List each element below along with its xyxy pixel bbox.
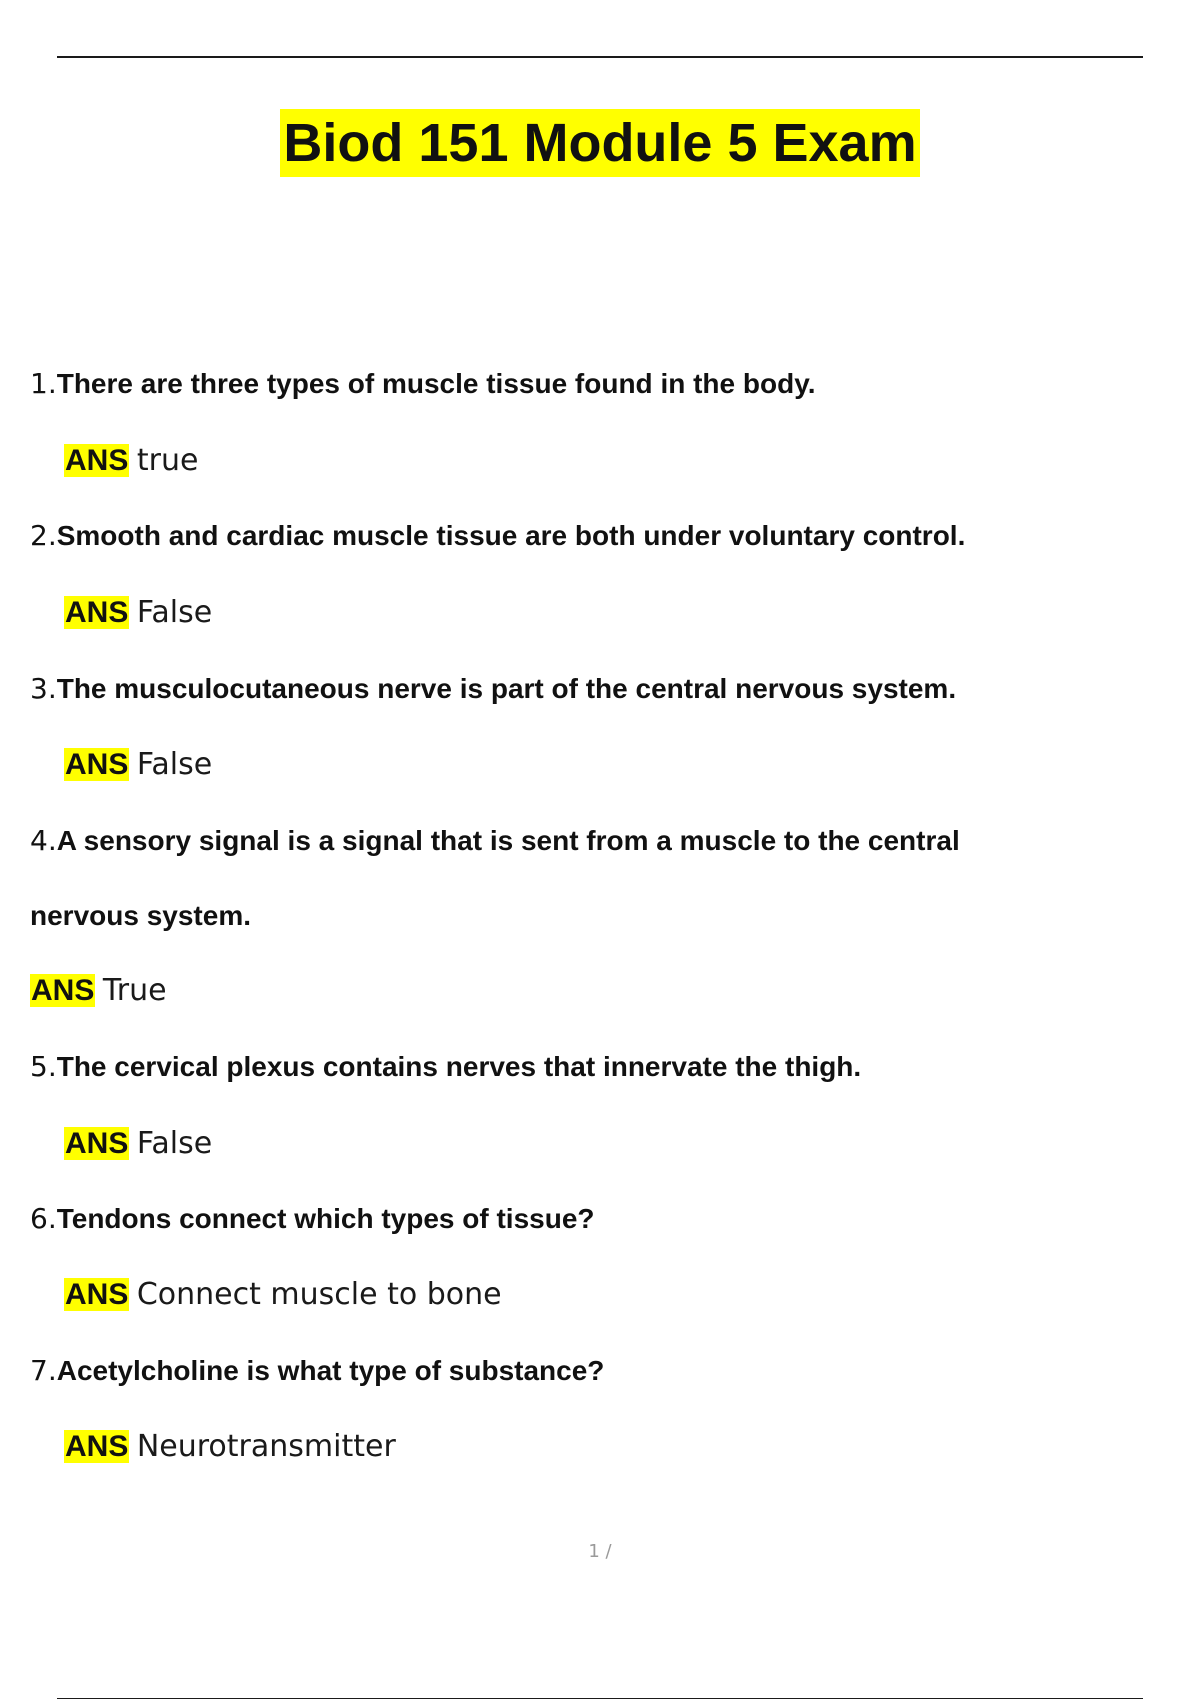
question-1: [30, 366, 815, 402]
answer-6: [64, 1276, 502, 1314]
question-number: 1.: [30, 367, 57, 400]
answer-label: ANS: [31, 974, 95, 1007]
answer-label: ANS: [65, 1430, 129, 1463]
answer-5: [64, 1125, 212, 1163]
question-number: 7.: [30, 1354, 57, 1387]
answer-text: True: [102, 973, 167, 1008]
answer-1: [64, 442, 198, 480]
answer-label: ANS: [65, 444, 129, 477]
question-number: 5.: [30, 1050, 57, 1083]
answer-text: Connect muscle to bone: [136, 1277, 502, 1312]
question-3: [30, 671, 956, 707]
answer-text: Neurotransmitter: [136, 1429, 396, 1464]
answer-label: ANS: [65, 748, 129, 781]
answer-label: ANS: [65, 596, 129, 629]
answer-3: [64, 746, 212, 784]
question-2: [30, 518, 965, 554]
question-text: A sensory signal is a signal that is sent from a muscle to the central: [56, 825, 960, 856]
answer-text: False: [136, 747, 213, 782]
answer-label: ANS: [65, 1278, 129, 1311]
title-container: [0, 109, 1200, 177]
question-6: [30, 1201, 595, 1237]
question-text: Smooth and cardiac muscle tissue are both under voluntary control.: [56, 520, 966, 551]
question-text: There are three types of muscle tissue found in the body.: [56, 368, 816, 399]
top-rule: [57, 56, 1143, 58]
question-text: Acetylcholine is what type of substance?: [56, 1355, 605, 1386]
bottom-rule: [57, 1698, 1143, 1699]
question-number: 4.: [30, 824, 57, 857]
question-text: The cervical plexus contains nerves that innervate the thigh.: [56, 1051, 862, 1082]
question-5: [30, 1049, 861, 1085]
question-4-continued: nervous system.: [30, 900, 251, 931]
page-number: 1 /: [588, 1541, 612, 1562]
answer-text: False: [136, 1126, 213, 1161]
page-title: Biod 151 Module 5 Exam: [280, 109, 919, 177]
question-number: 6.: [30, 1202, 57, 1235]
question-text: The musculocutaneous nerve is part of the central nervous system.: [56, 673, 957, 704]
question-7: [30, 1353, 604, 1389]
answer-4: [30, 972, 167, 1010]
question-text: Tendons connect which types of tissue?: [56, 1203, 595, 1234]
question-number: 3.: [30, 672, 57, 705]
question-4: [30, 823, 960, 859]
answer-2: [64, 594, 212, 632]
answer-text: true: [136, 443, 199, 478]
question-number: 2.: [30, 519, 57, 552]
answer-text: False: [136, 595, 213, 630]
answer-7: [64, 1428, 396, 1466]
answer-label: ANS: [65, 1127, 129, 1160]
